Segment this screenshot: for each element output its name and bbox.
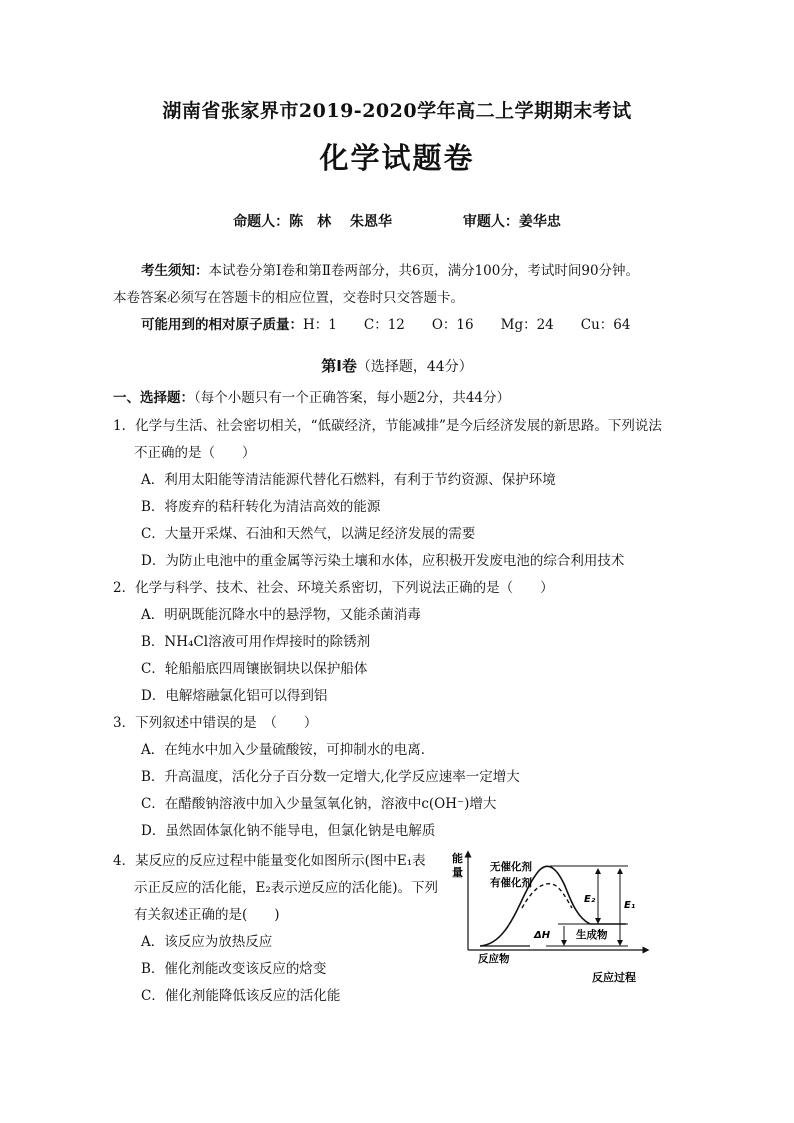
product-label: 生成物 <box>576 929 608 941</box>
q3-option-c: C．在醋酸钠溶液中加入少量氢氧化钠，溶液中c(OH⁻)增大 <box>141 796 497 812</box>
q1-option-a: A．利用太阳能等清洁能源代替化石燃料，有利于节约资源、保护环境 <box>141 472 556 488</box>
part-label: 一、选择题： <box>113 390 194 406</box>
q4-option-b: B．催化剂能改变该反应的焓变 <box>141 961 327 977</box>
part-heading <box>113 386 510 406</box>
authors-label: 命题人： <box>233 214 290 230</box>
authors-names: 陈 林 朱恩华 <box>289 214 392 230</box>
q2-option-a: A．明矾既能沉降水中的悬浮物，又能杀菌消毒 <box>141 607 421 623</box>
y-axis-label-2: 量 <box>452 866 463 879</box>
q3-option-d: D．虽然固体氯化钠不能导电，但氯化钠是电解质 <box>141 823 436 839</box>
section-title: 第Ⅰ卷 <box>321 357 357 375</box>
q2-option-d: D．电解熔融氯化铝可以得到铝 <box>141 688 328 704</box>
q3-stem: 3．下列叙述中错误的是 （ ） <box>113 715 318 731</box>
q4-option-a: A．该反应为放热反应 <box>141 934 273 950</box>
reviewer-name: 姜华忠 <box>518 214 561 230</box>
delta-h-label: ΔH <box>534 930 551 941</box>
subject-title: 化学试题卷 <box>319 141 475 175</box>
section-subtitle: （选择题，44分） <box>356 359 473 375</box>
atomic-mass-values: H：1 C：12 O：16 Mg：24 Cu：64 <box>303 317 631 333</box>
y-axis-label-1: 能 <box>452 852 463 865</box>
part-desc: （每个小题只有一个正确答案，每小题2分，共44分） <box>194 390 511 406</box>
notice-text2: 本卷答案必须写在答题卡的相应位置，交卷时只交答题卡。 <box>113 290 464 306</box>
q4-stem-line2: 示正反应的活化能，E₂表示逆反应的活化能)。下列 <box>134 880 439 896</box>
q1-option-b: B．将废弃的秸秆转化为清洁高效的能源 <box>141 499 381 515</box>
exam-title: 湖南省张家界市2019-2020学年高二上学期期末考试 <box>162 100 632 122</box>
q2-option-b: B．NH₄Cl溶液可用作焊接时的除锈剂 <box>141 634 371 650</box>
q1-option-d: D．为防止电池中的重金属等污染土壤和水体，应积极开发废电池的综合利用技术 <box>141 553 625 569</box>
author-line <box>0 211 794 231</box>
q4-option-c: C．催化剂能降低该反应的活化能 <box>141 988 341 1004</box>
notice-label: 考生须知： <box>141 263 209 279</box>
energy-profile-diagram <box>450 846 650 988</box>
with-catalyst-label: 有催化剂 <box>490 877 532 889</box>
q3-option-a: A．在纯水中加入少量硫酸铵，可抑制水的电离． <box>141 742 435 758</box>
e2-label: E₂ <box>584 894 596 905</box>
no-catalyst-label: 无催化剂 <box>490 861 532 873</box>
reactant-label: 反应物 <box>478 953 510 965</box>
reviewer-label: 审题人： <box>462 214 519 230</box>
q2-option-c: C．轮船船底四周镶嵌铜块以保护船体 <box>141 661 368 677</box>
q2-stem: 2．化学与科学、技术、社会、环境关系密切，下列说法正确的是（ ） <box>113 580 554 596</box>
q4-stem-line1: 4．某反应的反应过程中能量变化如图所示(图中E₁表 <box>113 853 426 869</box>
q3-option-b: B．升高温度，活化分子百分数一定增大,化学反应速率一定增大 <box>141 769 520 785</box>
q1-stem-line1: 1．化学与生活、社会密切相关，“低碳经济，节能减排”是今后经济发展的新思路。下列说法 <box>113 418 662 434</box>
x-axis-label: 反应过程 <box>592 971 636 984</box>
notice-text1: 本试卷分第Ⅰ卷和第Ⅱ卷两部分，共6页，满分100分，考试时间90分钟。 <box>208 263 640 279</box>
q1-stem-line2: 不正确的是（ ） <box>134 445 256 461</box>
q4-stem-line3: 有关叙述正确的是( ) <box>134 907 280 923</box>
section-heading <box>0 355 794 376</box>
notice-paragraph <box>113 258 683 339</box>
q1-option-c: C．大量开采煤、石油和天然气，以满足经济发展的需要 <box>141 526 476 542</box>
e1-label: E₁ <box>624 900 636 911</box>
atomic-mass-label: 可能用到的相对原子质量： <box>141 317 303 333</box>
